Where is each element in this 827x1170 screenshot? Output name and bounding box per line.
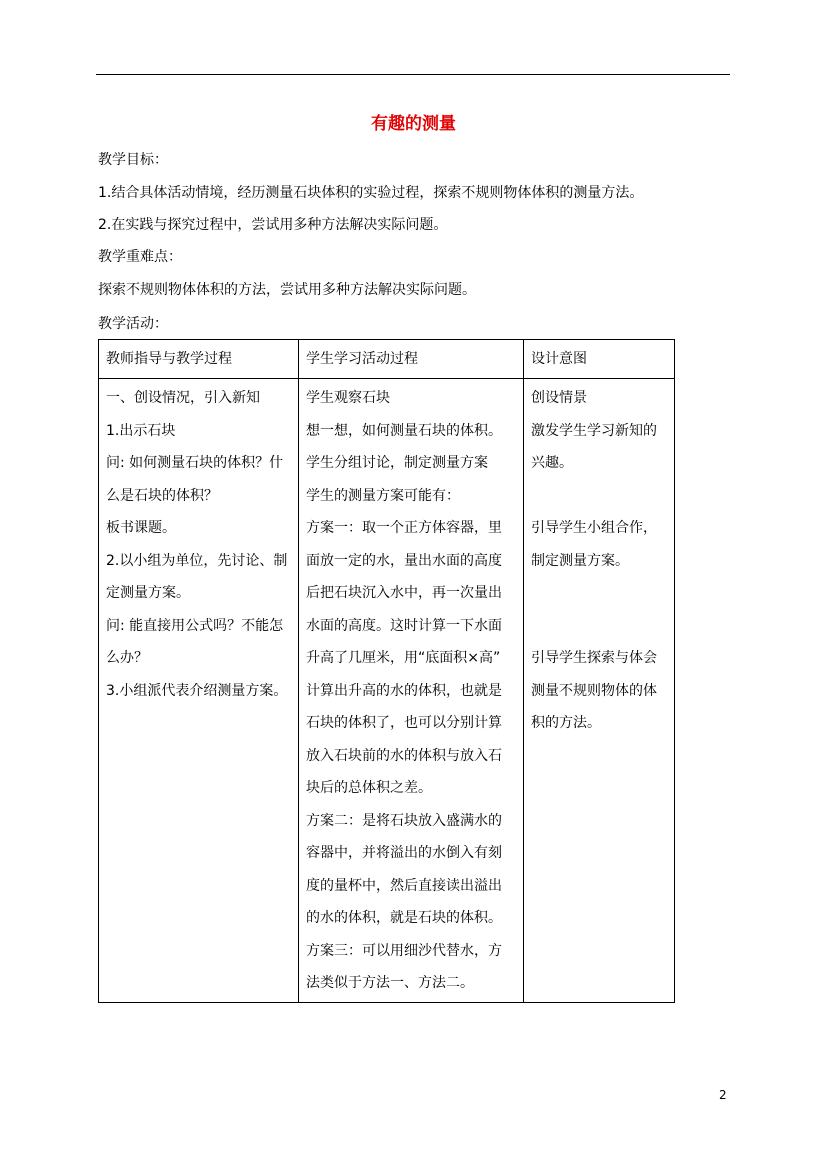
intent-line: 激发学生学习新知的: [531, 422, 657, 439]
teacher-process-cell: [99, 379, 299, 1003]
intent-line: 引导学生小组合作，: [531, 520, 657, 536]
table-row: [99, 379, 675, 1003]
blank-line: [531, 577, 667, 610]
intent-line: 积的方法。: [531, 715, 601, 731]
student-line: 方案一：取一个正方体容器，里: [306, 520, 502, 536]
student-line: 学生观察石块: [306, 390, 390, 406]
teacher-line: 么是石块的体积？: [106, 487, 218, 504]
student-line: 块后的总体积之差。: [306, 780, 432, 796]
intent-line: 兴趣。: [531, 455, 573, 471]
student-line: 法类似于方法一、方法二。: [306, 975, 474, 991]
student-line: 水面的高度。这时计算一下水面: [306, 617, 502, 634]
student-activity-cell: [299, 379, 524, 1003]
student-line: 容器中，并将溢出的水倒入有刻: [306, 845, 502, 861]
student-line: 面放一定的水，量出水面的高度: [306, 552, 502, 569]
intent-line: 引导学生探索与体会: [531, 650, 657, 666]
student-line: 石块的体积了，也可以分别计算: [306, 715, 502, 731]
intent-line: 测量不规则物体的体: [531, 682, 657, 699]
teacher-line: 一、创设情况，引入新知: [106, 390, 260, 406]
header-cell-teacher: 教师指导与教学过程: [99, 340, 299, 379]
table-header-row: [99, 340, 675, 379]
objective-item-2: 2.在实践与探究过程中，尝试用多种方法解决实际问题。: [98, 217, 448, 233]
teacher-line: 1.出示石块: [106, 422, 176, 439]
header-cell-student: 学生学习活动过程: [299, 340, 524, 379]
activities-table: [98, 339, 675, 1003]
intent-line: 创设情景: [531, 390, 587, 406]
header-rule: [96, 74, 730, 75]
teacher-line: 2.以小组为单位，先讨论、制: [106, 552, 288, 569]
teacher-line: 定测量方案。: [106, 585, 190, 601]
student-line: 后把石块沉入水中，再一次量出: [306, 585, 502, 601]
objectives-heading: 教学目标：: [98, 152, 168, 168]
student-line: 方案三：可以用细沙代替水，方: [306, 942, 502, 959]
student-line: 的水的体积，就是石块的体积。: [306, 910, 502, 926]
teacher-line: 么办？: [106, 650, 148, 666]
student-line: 计算出升高的水的体积，也就是: [306, 682, 502, 699]
blank-line: [531, 480, 667, 513]
student-line: 放入石块前的水的体积与放入石: [306, 747, 502, 764]
objective-item-1: 1.结合具体活动情境，经历测量石块体积的实验过程，探索不规则物体体积的测量方法。: [98, 185, 644, 201]
teacher-line: 问: 如何测量石块的体积？什: [106, 455, 284, 471]
activities-heading: 教学活动：: [98, 316, 168, 332]
teacher-line: 问: 能直接用公式吗？不能怎: [106, 617, 284, 634]
student-line: 想一想，如何测量石块的体积。: [306, 422, 502, 439]
student-line: 方案二：是将石块放入盛满水的: [306, 812, 502, 829]
design-intent-cell: [524, 379, 675, 1003]
key-points-text: 探索不规则物体体积的方法，尝试用多种方法解决实际问题。: [98, 282, 476, 298]
student-line: 学生的测量方案可能有：: [306, 487, 460, 504]
key-points-heading: 教学重难点：: [98, 249, 182, 265]
page-number: 2: [719, 1088, 727, 1102]
header-cell-intent: 设计意图: [524, 340, 675, 379]
student-line: 升高了几厘米，用“底面积×高”: [306, 650, 501, 666]
student-line: 学生分组讨论，制定测量方案: [306, 455, 488, 471]
intent-line: 制定测量方案。: [531, 552, 629, 569]
blank-line: [531, 610, 667, 643]
teacher-line: 3.小组派代表介绍测量方案。: [106, 682, 288, 699]
page-title: 有趣的测量: [371, 114, 456, 134]
teacher-line: 板书课题。: [106, 520, 176, 536]
student-line: 度的量杯中，然后直接读出溢出: [306, 877, 502, 894]
